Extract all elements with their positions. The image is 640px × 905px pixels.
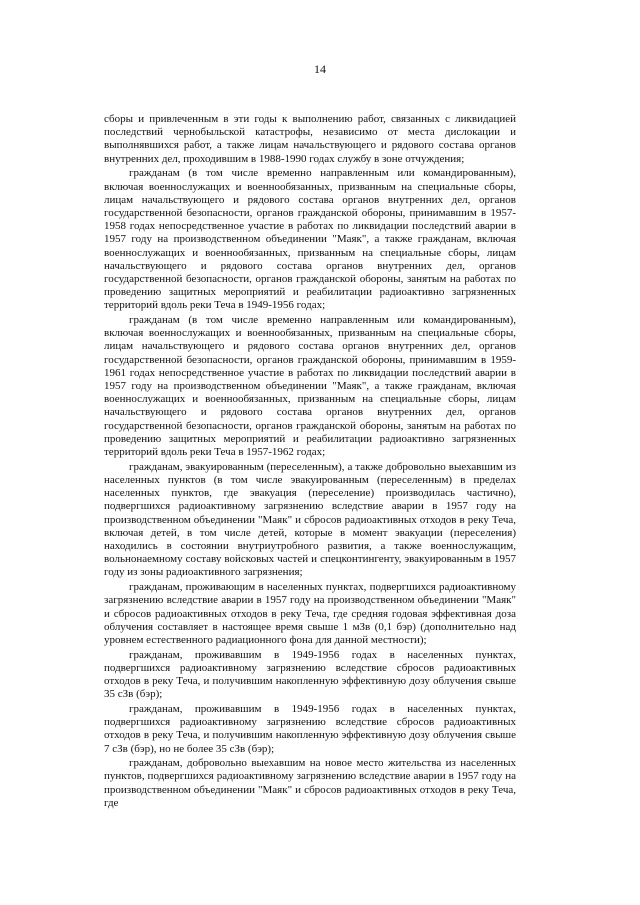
paragraph-mayak-1957-1958: гражданам (в том числе временно направленным или командированным), включая военнослужащих и военнообязанных, призванным на специальные сборы, лицам начальствующего и рядового состава органов внутренних дел, органов государственной безопасности, органов гражданской обороны, принимавшим в 1957-1958 годах непосредственное участие в работах по ликвидации последствий аварии в 1957 году на производственном объединении "Маяк", а также гражданам, включая военнослужащих и военнообязанных, призванным на специальные сборы, лицам начальствующего и рядового состава органов внутренних дел, органов государственной безопасности, органов гражданской обороны, занятым на работах по проведению защитных мероприятий и реабилитации радиоактивно загрязненных территорий вдоль реки Теча в 1949-1956 годах; [104,167,516,312]
paragraph-residents-1msv: гражданам, проживающим в населенных пунктах, подвергшихся радиоактивному загрязнению вследствие аварии в 1957 году на производственном объединении "Маяк" и сбросов радиоактивных отходов в реку Теча, где средняя годовая эффективная доза облучения составляет в настоящее время свыше 1 мЗв (0,1 бэр) (дополнительно над уровнем естественного радиационного фона для данной местности); [104,581,516,646]
paragraph-dose-over-35: гражданам, проживавшим в 1949-1956 годах в населенных пунктах, подвергшихся радиоактивному загрязнению вследствие сбросов радиоактивных отходов в реку Теча, и получившим накопленную эффективную дозу облучения свыше 35 сЗв (бэр); [104,648,516,701]
paragraph-continuation: сборы и привлеченным в эти годы к выполнению работ, связанных с ликвидацией последствий чернобыльской катастрофы, независимо от места дислокации и выполнявшихся работ, а также лицам начальствующего и рядового состава органов внутренних дел, проходившим в 1988-1990 годах службу в зоне отчуждения; [104,113,516,165]
paragraph-voluntary-relocation: гражданам, добровольно выехавшим на новое место жительства из населенных пунктов, подвергшихся радиоактивному загрязнению вследствие аварии в 1957 году на производственном объединении "Маяк" и сбросов радиоактивных отходов в реку Теча, где [104,757,516,809]
paragraph-mayak-1959-1961: гражданам (в том числе временно направленным или командированным), включая военнослужащих и военнообязанных, призванным на специальные сборы, лицам начальствующего и рядового состава органов внутренних дел, органов государственной безопасности, органов гражданской обороны, принимавшим в 1959-1961 годах непосредственное участие в работах по ликвидации последствий аварии в 1957 году на производственном объединении "Маяк", а также гражданам, включая военнослужащих и военнообязанных, призванным на специальные сборы, лицам начальствующего и рядового состава органов внутренних дел, органов государственной безопасности, органов гражданской обороны, занятым на работах по проведению защитных мероприятий и реабилитации радиоактивно загрязненных территорий вдоль реки Теча в 1957-1962 годах; [104,314,516,459]
page-number: 14 [314,62,326,76]
paragraph-evacuated: гражданам, эвакуированным (переселенным), а также добровольно выехавшим из населенных пунктов (в том числе эвакуированным (переселенным) в пределах населенных пунктов, где эвакуация (переселение) производилась частично), подвергшихся радиоактивному загрязнению вследствие аварии в 1957 году на производственном объединении "Маяк" и сбросов радиоактивных отходов в реку Теча, включая детей, в том числе детей, которые в момент эвакуации (переселения) находились в состоянии внутриутробного развития, а также военнослужащим, вольнонаемному составу войсковых частей и спецконтингенту, эвакуированным в 1957 году из зоны радиоактивного загрязнения; [104,460,516,579]
document-body [104,113,516,812]
paragraph-dose-7-to-35: гражданам, проживавшим в 1949-1956 годах в населенных пунктах, подвергшихся радиоактивному загрязнению вследствие сбросов радиоактивных отходов в реку Теча, и получившим накопленную эффективную дозу облучения свыше 7 сЗв (бэр), но не более 35 сЗв (бэр); [104,702,516,755]
